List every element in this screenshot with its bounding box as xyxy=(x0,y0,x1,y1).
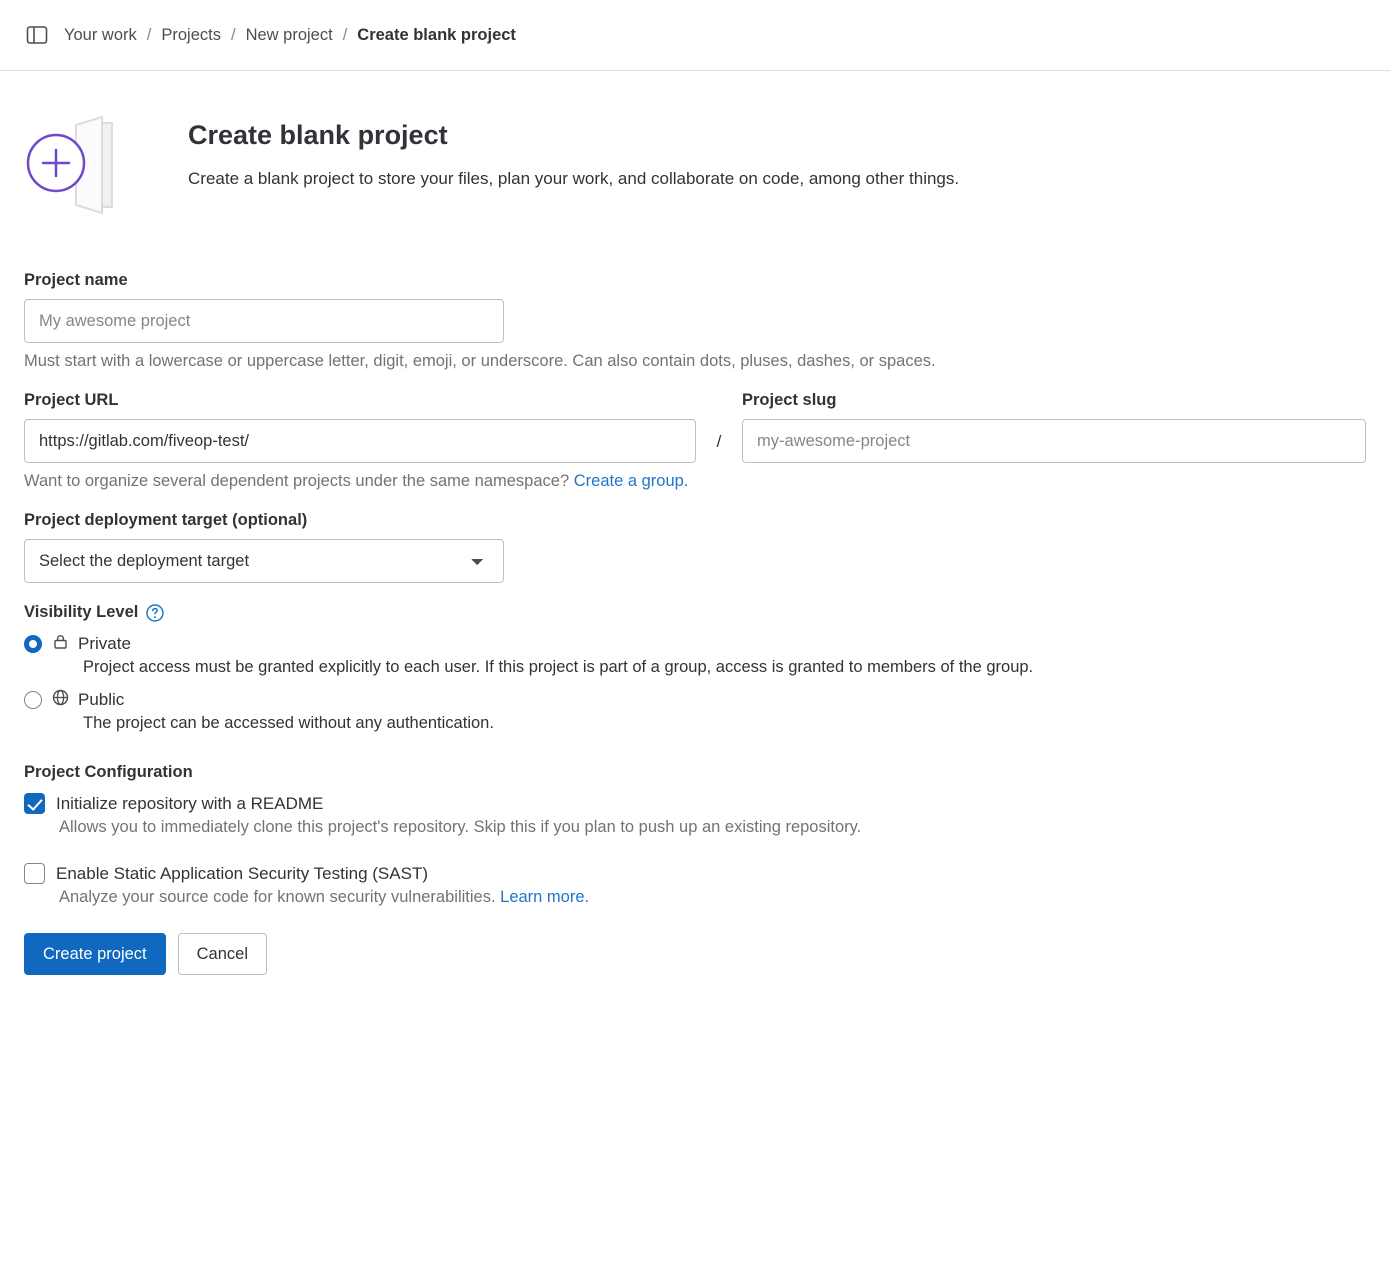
cancel-button[interactable]: Cancel xyxy=(178,933,267,975)
initialize-readme-description: Allows you to immediately clone this project's repository. Skip this if you plan to push up an existing repository. xyxy=(59,818,862,836)
form-actions xyxy=(24,933,1366,1015)
visibility-radio-public[interactable] xyxy=(24,691,42,709)
breadcrumb-separator: / xyxy=(146,25,152,44)
breadcrumb-item-current: Create blank project xyxy=(357,25,516,44)
new-project-plus-icon xyxy=(24,105,164,225)
initialize-readme-checkbox[interactable] xyxy=(24,793,45,814)
initialize-readme-label[interactable]: Initialize repository with a README xyxy=(56,793,324,813)
visibility-level-label: Visibility Level xyxy=(24,603,139,621)
deployment-target-field xyxy=(24,511,1366,583)
breadcrumb-item-your-work[interactable]: Your work xyxy=(64,25,137,44)
enable-sast-description-text: Analyze your source code for known security vulnerabilities. xyxy=(59,888,496,906)
visibility-level-title xyxy=(24,603,1366,622)
deployment-target-select[interactable] xyxy=(24,539,504,583)
project-url-input[interactable] xyxy=(24,419,696,463)
visibility-private-label-wrap[interactable] xyxy=(52,633,131,655)
page-header-text xyxy=(188,105,959,189)
project-slug-label: Project slug xyxy=(742,391,837,409)
namespace-help xyxy=(24,472,1366,491)
page-header xyxy=(24,105,1366,225)
page-subtitle: Create a blank project to store your files, plan your work, and collaborate on code, among other things. xyxy=(188,169,960,189)
create-project-button[interactable]: Create project xyxy=(24,933,166,975)
config-item-initialize-readme[interactable] xyxy=(24,793,1366,814)
project-url-field xyxy=(24,391,1366,491)
visibility-public-label-wrap[interactable] xyxy=(52,689,124,711)
breadcrumb-bar xyxy=(0,0,1390,71)
project-url-row xyxy=(24,391,1366,463)
create-a-group-link[interactable]: Create a group. xyxy=(573,472,689,490)
breadcrumb-separator: / xyxy=(342,25,348,44)
project-url-col xyxy=(24,391,696,463)
visibility-public-description: The project can be accessed without any authentication. xyxy=(83,714,494,732)
enable-sast-description xyxy=(59,888,1366,907)
page-title: Create blank project xyxy=(188,120,448,150)
visibility-radio-private[interactable] xyxy=(24,635,42,653)
project-name-help: Must start with a lowercase or uppercase letter, digit, emoji, or underscore. Can also contain dots, pluses, dashes, or spaces. xyxy=(24,352,936,370)
breadcrumb-separator: / xyxy=(230,25,236,44)
lock-icon xyxy=(52,633,69,655)
enable-sast-label[interactable]: Enable Static Application Security Testing (SAST) xyxy=(56,863,428,883)
project-url-label: Project URL xyxy=(24,391,119,409)
project-slug-col xyxy=(742,391,1366,463)
visibility-private-description: Project access must be granted explicitly to each user. If this project is part of a group, access is granted to members of the group. xyxy=(83,658,1034,676)
visibility-private-label: Private xyxy=(78,634,131,653)
project-name-label: Project name xyxy=(24,271,128,289)
globe-icon xyxy=(52,689,69,711)
project-name-input[interactable] xyxy=(24,299,504,343)
project-name-field xyxy=(24,271,1366,371)
breadcrumb xyxy=(64,26,516,45)
config-item-enable-sast[interactable] xyxy=(24,863,1366,884)
deployment-target-label: Project deployment target (optional) xyxy=(24,511,308,529)
namespace-help-text: Want to organize several dependent projects under the same namespace? xyxy=(24,472,570,490)
question-circle-icon[interactable] xyxy=(146,604,164,622)
breadcrumb-item-projects[interactable]: Projects xyxy=(161,25,221,44)
visibility-option-private[interactable] xyxy=(24,633,1366,655)
visibility-option-public[interactable] xyxy=(24,689,1366,711)
breadcrumb-item-new-project[interactable]: New project xyxy=(245,25,333,44)
project-configuration-group xyxy=(24,763,1366,907)
sidebar-panel-icon[interactable] xyxy=(24,22,50,48)
sast-learn-more-link[interactable]: Learn more. xyxy=(500,888,590,906)
project-configuration-title: Project Configuration xyxy=(24,763,193,781)
main-content xyxy=(0,71,1390,1015)
url-slug-separator: / xyxy=(716,432,722,451)
project-slug-input[interactable] xyxy=(742,419,1366,463)
enable-sast-checkbox[interactable] xyxy=(24,863,45,884)
visibility-level-group xyxy=(24,603,1366,733)
visibility-public-label: Public xyxy=(78,690,125,709)
